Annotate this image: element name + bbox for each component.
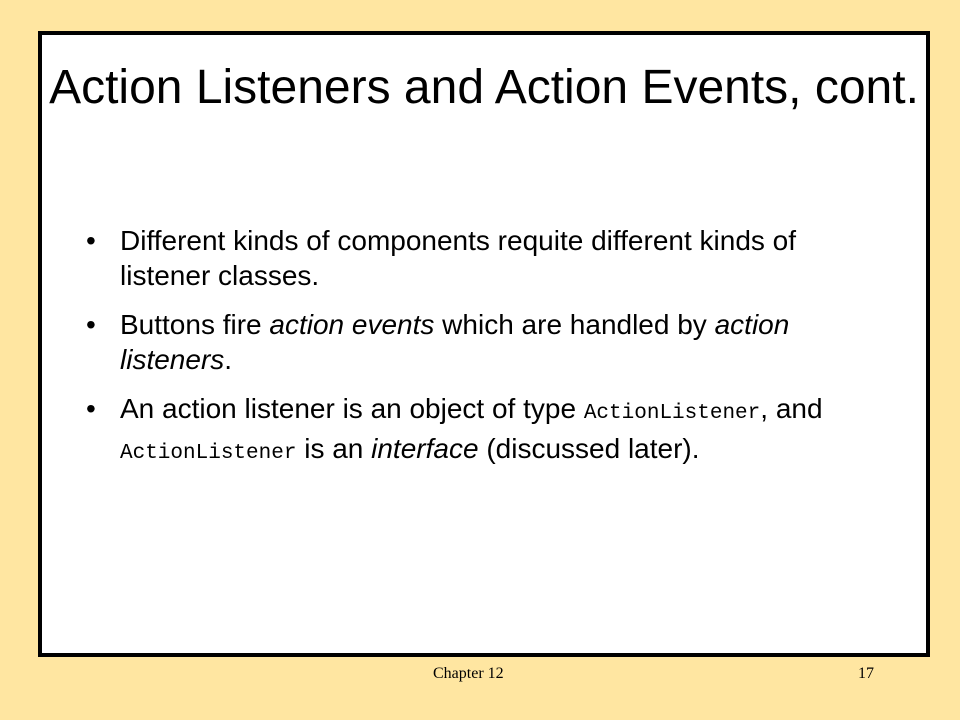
bullet-text-part: is an [296,433,372,464]
bullet-list [86,223,860,485]
bullet-item [86,307,860,377]
bullet-dot-icon: • [86,393,96,424]
bullet-text-part: An action listener is an object of type [120,393,584,424]
bullet-text-part: which are handled by [434,309,715,340]
footer-page-number: 17 [858,665,874,682]
bullet-text [120,393,823,464]
bullet-text [120,225,796,291]
bullet-dot-icon: • [86,309,96,340]
slide-title: Action Listeners and Action Events, cont. [49,61,919,114]
bullet-text [120,309,789,375]
emphasis-term: action listeners [120,309,790,375]
code-term: ActionListener [120,442,297,465]
bullet-text-part: (discussed later). [478,433,700,464]
code-term: ActionListener [583,402,761,425]
bullet-item [86,223,860,293]
bullet-text-part: . [224,344,233,375]
content-panel [38,31,930,657]
bullet-text-part: Buttons fire [120,309,270,340]
bullet-item [86,391,860,471]
bullet-dot-icon: • [86,225,96,256]
bullet-text-part: Different kinds of components requite different kinds of listener classes. [120,225,797,291]
footer-chapter: Chapter 12 [433,665,504,682]
emphasis-term: interface [371,433,479,464]
emphasis-term: action events [269,309,435,340]
bullet-text-part: , and [760,393,823,424]
